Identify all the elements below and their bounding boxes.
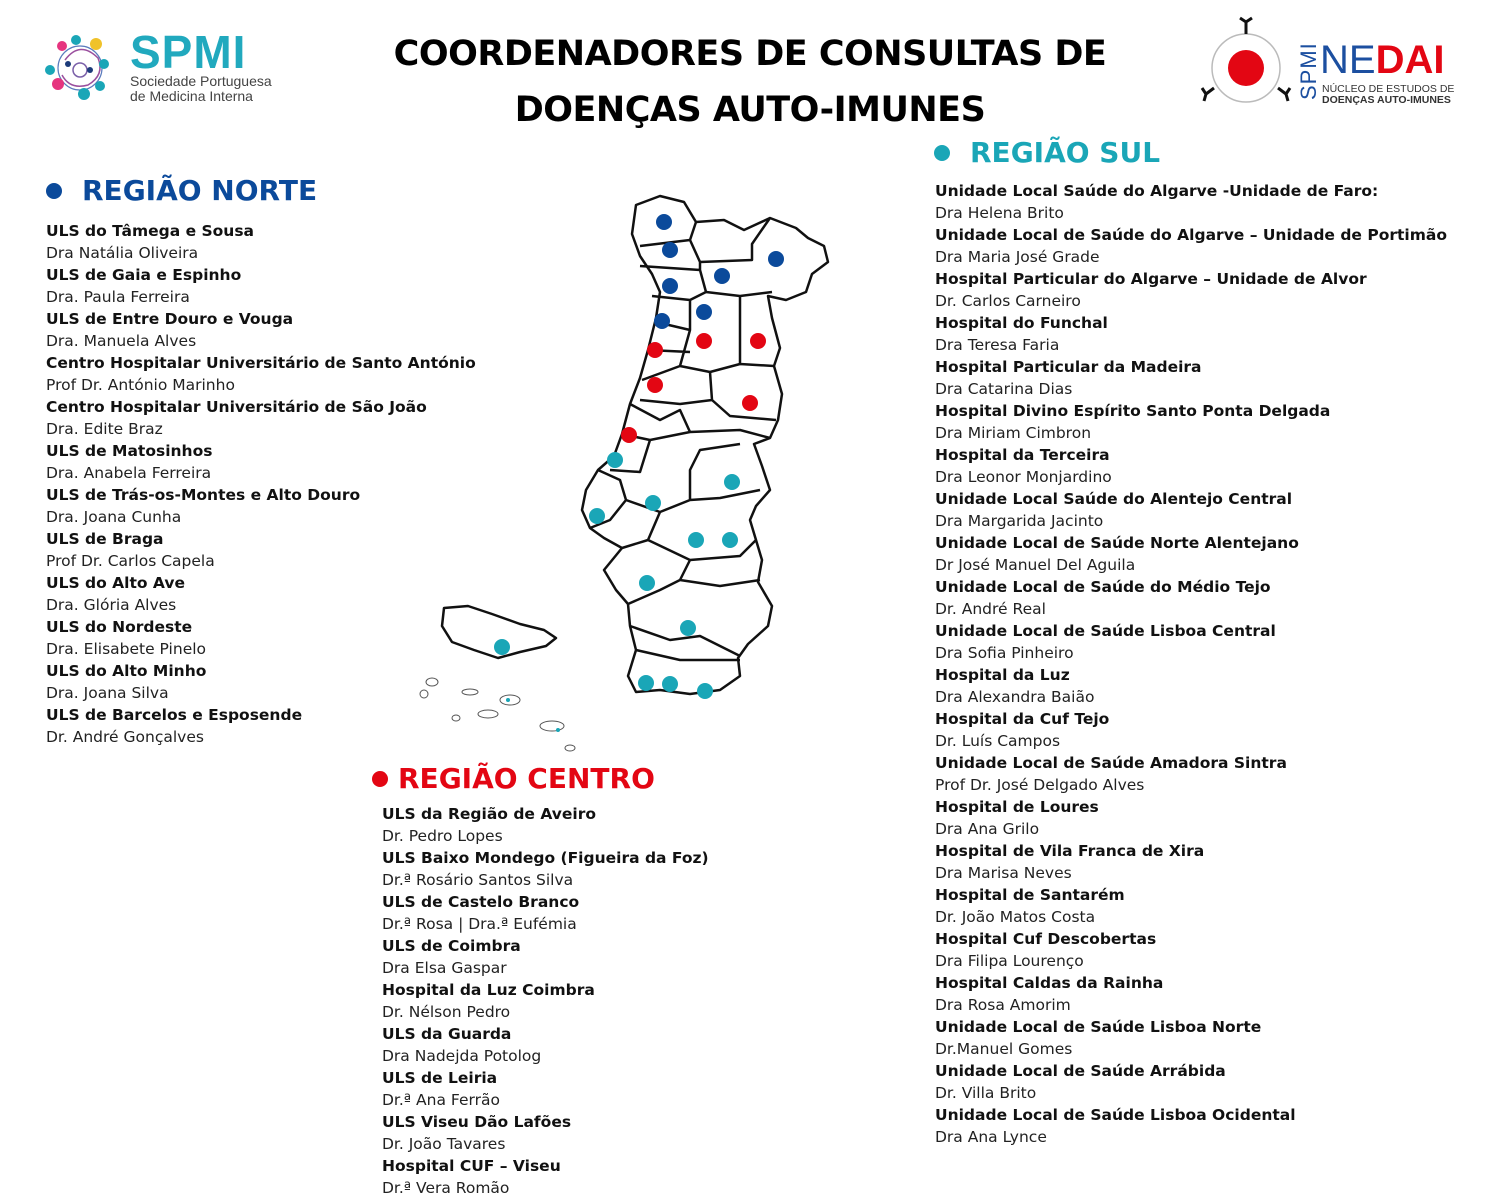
- map-marker-sul: [697, 683, 713, 699]
- coordinator-name: Dra Alexandra Baião: [935, 688, 1095, 706]
- institution-name: ULS de Entre Douro e Vouga: [46, 310, 294, 328]
- institution-name: Unidade Local de Saúde Lisboa Norte: [935, 1018, 1262, 1036]
- institution-name: Hospital do Funchal: [935, 314, 1108, 332]
- map-marker-centro: [696, 333, 712, 349]
- coordinator-name: Dr. André Gonçalves: [46, 728, 204, 746]
- map-marker-norte: [696, 304, 712, 320]
- region-norte-dot-icon: [46, 183, 62, 199]
- institution-name: ULS da Guarda: [382, 1025, 512, 1043]
- coordinator-name: Dra. Elisabete Pinelo: [46, 640, 207, 658]
- map-marker-norte: [654, 313, 670, 329]
- institution-name: ULS Viseu Dão Lafões: [382, 1113, 572, 1131]
- page-title-line2: DOENÇAS AUTO-IMUNES: [514, 90, 986, 130]
- nedai-dai: DAI: [1375, 38, 1445, 82]
- institution-name: Hospital da Terceira: [935, 446, 1110, 464]
- region-sul-label: REGIÃO SUL: [970, 136, 1161, 169]
- map-marker-sul: [494, 639, 510, 655]
- map-marker-norte: [768, 251, 784, 267]
- region-centro-list: [382, 803, 709, 1199]
- spmi-subtitle-1: Sociedade Portuguesa: [130, 73, 272, 89]
- institution-name: ULS de Gaia e Espinho: [46, 266, 242, 284]
- coordinator-name: Dra Ana Grilo: [935, 820, 1040, 838]
- coordinator-name: Dr. Carlos Carneiro: [935, 292, 1081, 310]
- institution-name: Hospital Divino Espírito Santo Ponta Delgada: [935, 402, 1331, 420]
- region-sul-dot-icon: [934, 145, 950, 161]
- map-marker-sul: [662, 676, 678, 692]
- institution-name: Hospital Particular do Algarve – Unidade de Alvor: [935, 270, 1367, 288]
- coordinator-name: Dr.Manuel Gomes: [935, 1040, 1073, 1058]
- map-marker-centro: [750, 333, 766, 349]
- coordinator-name: Dr. Pedro Lopes: [382, 827, 503, 845]
- coordinator-name: Dra Ana Lynce: [935, 1128, 1047, 1146]
- institution-name: ULS de Trás-os-Montes e Alto Douro: [46, 486, 361, 504]
- coordinator-name: Dra. Joana Cunha: [46, 508, 182, 526]
- institution-name: ULS de Leiria: [382, 1069, 498, 1087]
- map-marker-norte: [662, 242, 678, 258]
- nedai-subtitle-1: NÚCLEO DE ESTUDOS DE: [1322, 83, 1455, 95]
- map-marker-norte: [656, 214, 672, 230]
- coordinator-name: Prof Dr. José Delgado Alves: [935, 776, 1145, 794]
- coordinator-name: Dra Maria José Grade: [935, 248, 1100, 266]
- map-marker-sul: [645, 495, 661, 511]
- institution-name: Hospital de Vila Franca de Xira: [935, 842, 1205, 860]
- coordinator-name: Dra. Joana Silva: [46, 684, 169, 702]
- institution-name: Hospital CUF – Viseu: [382, 1157, 561, 1175]
- map-marker-norte: [662, 278, 678, 294]
- institution-name: ULS Baixo Mondego (Figueira da Foz): [382, 849, 709, 867]
- region-centro-title: [372, 762, 655, 795]
- coordinator-name: Dra Nadejda Potolog: [382, 1047, 542, 1065]
- institution-name: Hospital Cuf Descobertas: [935, 930, 1157, 948]
- coordinator-name: Prof Dr. Carlos Capela: [46, 552, 215, 570]
- coordinator-name: Dra Rosa Amorim: [935, 996, 1071, 1014]
- institution-name: ULS de Braga: [46, 530, 164, 548]
- coordinator-name: Dra Marisa Neves: [935, 864, 1072, 882]
- coordinator-name: Dra Teresa Faria: [935, 336, 1060, 354]
- spmi-subtitle-2: de Medicina Interna: [130, 88, 253, 104]
- coordinator-name: Dr. Villa Brito: [935, 1084, 1037, 1102]
- map-marker-sul: [722, 532, 738, 548]
- mainland-outline: [582, 196, 828, 694]
- region-sul-list: [935, 180, 1447, 1148]
- region-centro-dot-icon: [372, 771, 388, 787]
- region-sul-title: [934, 136, 1160, 169]
- map-marker-sul: [724, 474, 740, 490]
- institution-name: Unidade Local Saúde do Algarve -Unidade de Faro:: [935, 182, 1379, 200]
- map-marker-centro: [742, 395, 758, 411]
- institution-name: Unidade Local Saúde do Alentejo Central: [935, 490, 1293, 508]
- coordinator-name: Dra Catarina Dias: [935, 380, 1073, 398]
- map-marker-sul-azores: [506, 698, 510, 702]
- institution-name: Hospital da Luz Coimbra: [382, 981, 595, 999]
- coordinator-name: Prof Dr. António Marinho: [46, 376, 235, 394]
- institution-name: Hospital de Santarém: [935, 886, 1125, 904]
- institution-name: Hospital da Luz: [935, 666, 1070, 684]
- coordinator-name: Dr José Manuel Del Aguila: [935, 556, 1136, 574]
- map-marker-sul: [638, 675, 654, 691]
- nedai-emblem-icon: [1200, 14, 1300, 114]
- region-norte-title: [46, 174, 317, 207]
- coordinator-name: Dr.ª Rosário Santos Silva: [382, 871, 574, 889]
- institution-name: Unidade Local de Saúde Norte Alentejano: [935, 534, 1299, 552]
- nedai-logo: [1200, 14, 1460, 114]
- coordinator-name: Dra Helena Brito: [935, 204, 1064, 222]
- map-marker-norte: [714, 268, 730, 284]
- institution-name: Hospital da Cuf Tejo: [935, 710, 1110, 728]
- coordinator-name: Dra Filipa Lourenço: [935, 952, 1084, 970]
- coordinator-name: Dr. Nélson Pedro: [382, 1003, 511, 1021]
- coordinator-name: Dra. Manuela Alves: [46, 332, 197, 350]
- institution-name: ULS do Nordeste: [46, 618, 193, 636]
- region-centro-label: REGIÃO CENTRO: [398, 762, 655, 795]
- coordinator-name: Dr.ª Ana Ferrão: [382, 1091, 500, 1109]
- institution-name: Hospital Particular da Madeira: [935, 358, 1202, 376]
- institution-name: Unidade Local de Saúde Lisboa Ocidental: [935, 1106, 1296, 1124]
- coordinator-name: Dra Leonor Monjardino: [935, 468, 1112, 486]
- spmi-wordmark: SPMI: [130, 26, 247, 78]
- map-marker-sul: [607, 452, 623, 468]
- coordinator-name: Dr. André Real: [935, 600, 1046, 618]
- coordinator-name: Dr.ª Rosa | Dra.ª Eufémia: [382, 915, 577, 933]
- coordinator-name: Dra Natália Oliveira: [46, 244, 199, 262]
- page-title-line1: COORDENADORES DE CONSULTAS DE: [393, 34, 1107, 74]
- nedai-subtitle: [1322, 84, 1454, 106]
- map-markers: [494, 214, 784, 732]
- institution-name: Unidade Local de Saúde do Médio Tejo: [935, 578, 1271, 596]
- coordinator-name: Dr. João Tavares: [382, 1135, 506, 1153]
- map-marker-sul: [589, 508, 605, 524]
- map-marker-centro: [647, 342, 663, 358]
- coordinator-name: Dr. João Matos Costa: [935, 908, 1096, 926]
- map-marker-sul: [680, 620, 696, 636]
- institution-name: ULS do Alto Minho: [46, 662, 207, 680]
- institution-name: Centro Hospitalar Universitário de São João: [46, 398, 427, 416]
- institution-name: Hospital de Loures: [935, 798, 1099, 816]
- institution-name: ULS de Barcelos e Esposende: [46, 706, 303, 724]
- spmi-emblem-icon: [40, 30, 130, 110]
- coordinator-name: Dra Sofia Pinheiro: [935, 644, 1074, 662]
- institution-name: ULS de Castelo Branco: [382, 893, 580, 911]
- district-borders: [590, 218, 776, 660]
- institution-name: Unidade Local de Saúde Lisboa Central: [935, 622, 1276, 640]
- coordinator-name: Dra Elsa Gaspar: [382, 959, 507, 977]
- institution-name: Hospital Caldas da Rainha: [935, 974, 1164, 992]
- coordinator-name: Dra. Paula Ferreira: [46, 288, 190, 306]
- coordinator-name: Dra. Anabela Ferreira: [46, 464, 212, 482]
- coordinator-name: Dra Margarida Jacinto: [935, 512, 1104, 530]
- nedai-ne: NE: [1320, 38, 1376, 82]
- coordinator-name: Dra. Glória Alves: [46, 596, 177, 614]
- coordinator-name: Dra. Edite Braz: [46, 420, 163, 438]
- map-marker-sul-azores: [556, 728, 560, 732]
- map-marker-centro: [621, 427, 637, 443]
- coordinator-name: Dr.ª Vera Romão: [382, 1179, 510, 1197]
- institution-name: ULS de Matosinhos: [46, 442, 213, 460]
- institution-name: Centro Hospitalar Universitário de Santo António: [46, 354, 476, 372]
- nedai-vertical-label: SPMI: [1296, 42, 1321, 100]
- spmi-logo: [40, 26, 280, 110]
- institution-name: Unidade Local de Saúde Amadora Sintra: [935, 754, 1287, 772]
- nedai-wordmark: [1320, 40, 1444, 80]
- coordinator-name: Dra Miriam Cimbron: [935, 424, 1092, 442]
- map-marker-sul: [639, 575, 655, 591]
- institution-name: Unidade Local de Saúde Arrábida: [935, 1062, 1226, 1080]
- region-norte-label: REGIÃO NORTE: [82, 174, 318, 207]
- map-marker-sul: [688, 532, 704, 548]
- institution-name: ULS da Região de Aveiro: [382, 805, 597, 823]
- coordinator-name: Dr. Luís Campos: [935, 732, 1061, 750]
- page-title: [330, 26, 1170, 138]
- nedai-subtitle-2: DOENÇAS AUTO-IMUNES: [1322, 94, 1451, 106]
- institution-name: ULS de Coimbra: [382, 937, 521, 955]
- region-norte-list: [46, 220, 476, 748]
- institution-name: Unidade Local de Saúde do Algarve – Unidade de Portimão: [935, 226, 1447, 244]
- institution-name: ULS do Tâmega e Sousa: [46, 222, 255, 240]
- institution-name: ULS do Alto Ave: [46, 574, 185, 592]
- map-marker-centro: [647, 377, 663, 393]
